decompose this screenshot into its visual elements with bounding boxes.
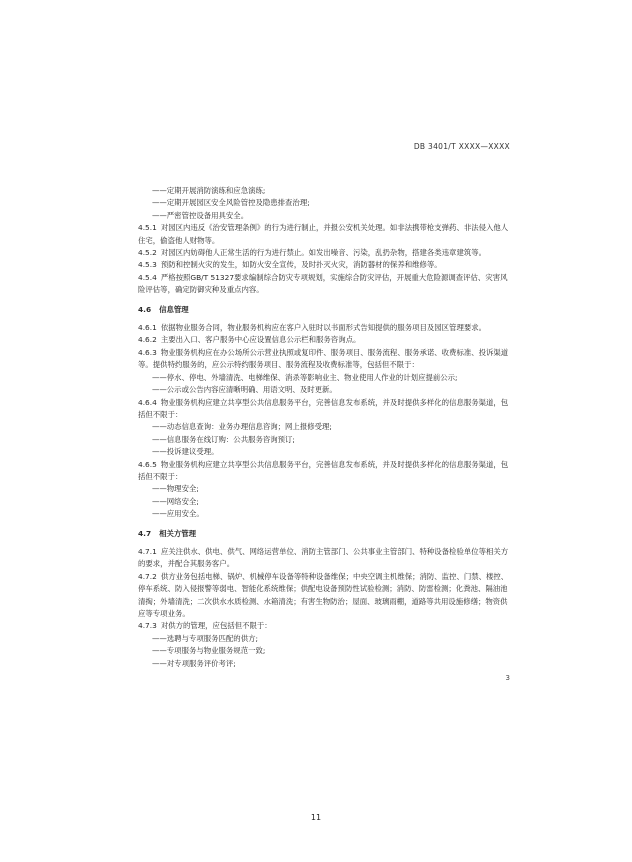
list-item (138, 434, 514, 446)
list-item-text: ——严密管控设备用具安全。 (152, 210, 249, 220)
list-item-text: ——物理安全; (152, 484, 199, 494)
clause-text: 预防和控制火灾的发生，如防火安全宣传，及时扑灭火灾，消防器材的保养和维修等。 (160, 260, 442, 270)
clause-number: 4.6.4 (138, 397, 157, 407)
clause-number: 4.5.1 (138, 223, 157, 233)
list-item-text: ——选聘与专项服务匹配的供方; (152, 633, 258, 643)
list-item (138, 197, 514, 209)
list-item-text: ——对专项服务评价考评; (152, 658, 236, 668)
clause-text: 对供方的管理，应包括但不限于： (160, 621, 272, 631)
clause-text: 严格按照GB/T 51327要求编制综合防灾专项规划，实施综合防灾评估，开展重大危险源调查评估、灾害风险评估等，确定防御灾种及重点内容。 (138, 272, 508, 295)
section-title: 信息管理 (159, 304, 189, 314)
clause (138, 259, 514, 271)
clause (138, 322, 514, 334)
list-item-text: ——定期开展消防演练和应急演练; (152, 186, 266, 195)
clause-text: 物业服务机构应在办公场所公示营业执照或复印件、服务项目、服务流程、服务承诺、收费标准、投诉渠道等。提供特约服务的，应公示特约服务项目、服务流程及收费标准等，包括但不限于： (138, 347, 509, 370)
clause-number: 4.6.1 (138, 323, 157, 333)
clause-number: 4.6.3 (138, 347, 157, 357)
list-item (138, 645, 514, 657)
list-item-text: ——应用安全。 (152, 509, 204, 519)
list-item-text: ——网络安全; (152, 496, 199, 506)
list-item (138, 483, 514, 495)
list-item (138, 633, 514, 645)
clause-text: 物业服务机构应建立共享型公共信息服务平台，完善信息发布系统，并及时提供多样化的信息服务渠道，包括但不限于： (138, 397, 509, 419)
list-item (138, 421, 514, 433)
clause-number: 4.5.3 (138, 260, 157, 270)
document-body (138, 185, 514, 670)
clause-number: 4.7.2 (138, 571, 157, 581)
list-item (138, 658, 514, 670)
clause (138, 620, 514, 632)
clause (138, 459, 514, 484)
section-number: 4.6 (138, 304, 152, 314)
clause (138, 347, 514, 372)
clause (138, 334, 514, 346)
document-code: DB 3401/T XXXX—XXXX (413, 142, 510, 151)
section-page-number: 3 (505, 674, 510, 682)
clause-number: 4.6.2 (138, 335, 157, 345)
list-item (138, 508, 514, 520)
clause (138, 222, 514, 247)
section-title: 相关方管理 (159, 528, 197, 538)
clause (138, 272, 514, 297)
list-item-text: ——公示或公告内容应清晰明确、用语文明、及时更新。 (152, 385, 337, 395)
clause-text: 物业服务机构应建立共享型公共信息服务平台，完善信息发布系统，并及时提供多样化的信息服务渠道，包括但不限于： (138, 459, 509, 481)
list-item-text: ——专项服务与物业服务规范一致; (152, 646, 266, 656)
clause-number: 4.5.2 (138, 248, 157, 258)
list-item (138, 384, 514, 396)
list-item-text: ——停水、停电、外墙清洗、电梯维保、消杀等影响业主、物业使用人作业的计划应提前公示; (152, 372, 458, 382)
list-item-text: ——动态信息查询：业务办理信息咨询；网上报修受理; (152, 422, 332, 432)
section-number: 4.7 (138, 528, 152, 538)
list-item (138, 185, 514, 197)
section-heading (138, 304, 514, 316)
list-item (138, 372, 514, 384)
clause-number: 4.5.4 (138, 272, 157, 282)
clause-text: 依据物业服务合同，物业服务机构应在客户入驻时以书面形式告知提供的服务项目及园区管理要求。 (160, 323, 487, 333)
clause-text: 应关注供水、供电、供气、网络运营单位、消防主管部门、公共事业主管部门、特种设备检验单位等相关方的要求，并配合其服务客户。 (138, 546, 509, 569)
clause (138, 571, 514, 621)
list-item (138, 446, 514, 458)
clause-text: 对园区内违反《治安管理条例》的行为进行制止，并报公安机关处理。如非法携带枪支弹药、非法侵入他人住宅，偷盗他人财物等。 (138, 223, 509, 245)
clause-number: 4.6.5 (138, 459, 157, 469)
list-item-text: ——定期开展园区安全风险管控及隐患排查治理; (152, 198, 310, 208)
list-item-text: ——投诉建议受理。 (152, 447, 219, 457)
clause-number: 4.7.1 (138, 546, 157, 556)
list-item-text: ——信息服务在线订购：公共服务咨询预订; (152, 434, 295, 444)
section-heading (138, 528, 514, 540)
clause (138, 247, 514, 259)
clause-text: 主要出入口、客户服务中心应设置信息公示栏和服务咨询点。 (160, 335, 361, 345)
clause (138, 397, 514, 422)
clause (138, 546, 514, 571)
list-item (138, 496, 514, 508)
clause-number: 4.7.3 (138, 621, 157, 631)
clause-text: 对园区内妨碍他人正常生活的行为进行禁止。如发出噪音、污染，乱扔杂物，搭建各类违章建筑等。 (160, 248, 487, 258)
list-item (138, 210, 514, 222)
clause-text: 供方业务包括电梯、锅炉、机械停车设备等特种设备维保；中央空调主机维保；消防、监控、门禁、楼控、停车系统、防入侵报警等弱电、智能化系统维保；供配电设备预防性试验检测；消防、防雷检测；化粪池、隔油池清掏；外墙清洗；二次供水水质检测、水箱清洗；有害生物防治；屋面、玻璃雨棚，道路等共用设施修缮；物资供应等专项业务。 (138, 571, 509, 618)
page-number: 11 (310, 813, 322, 822)
